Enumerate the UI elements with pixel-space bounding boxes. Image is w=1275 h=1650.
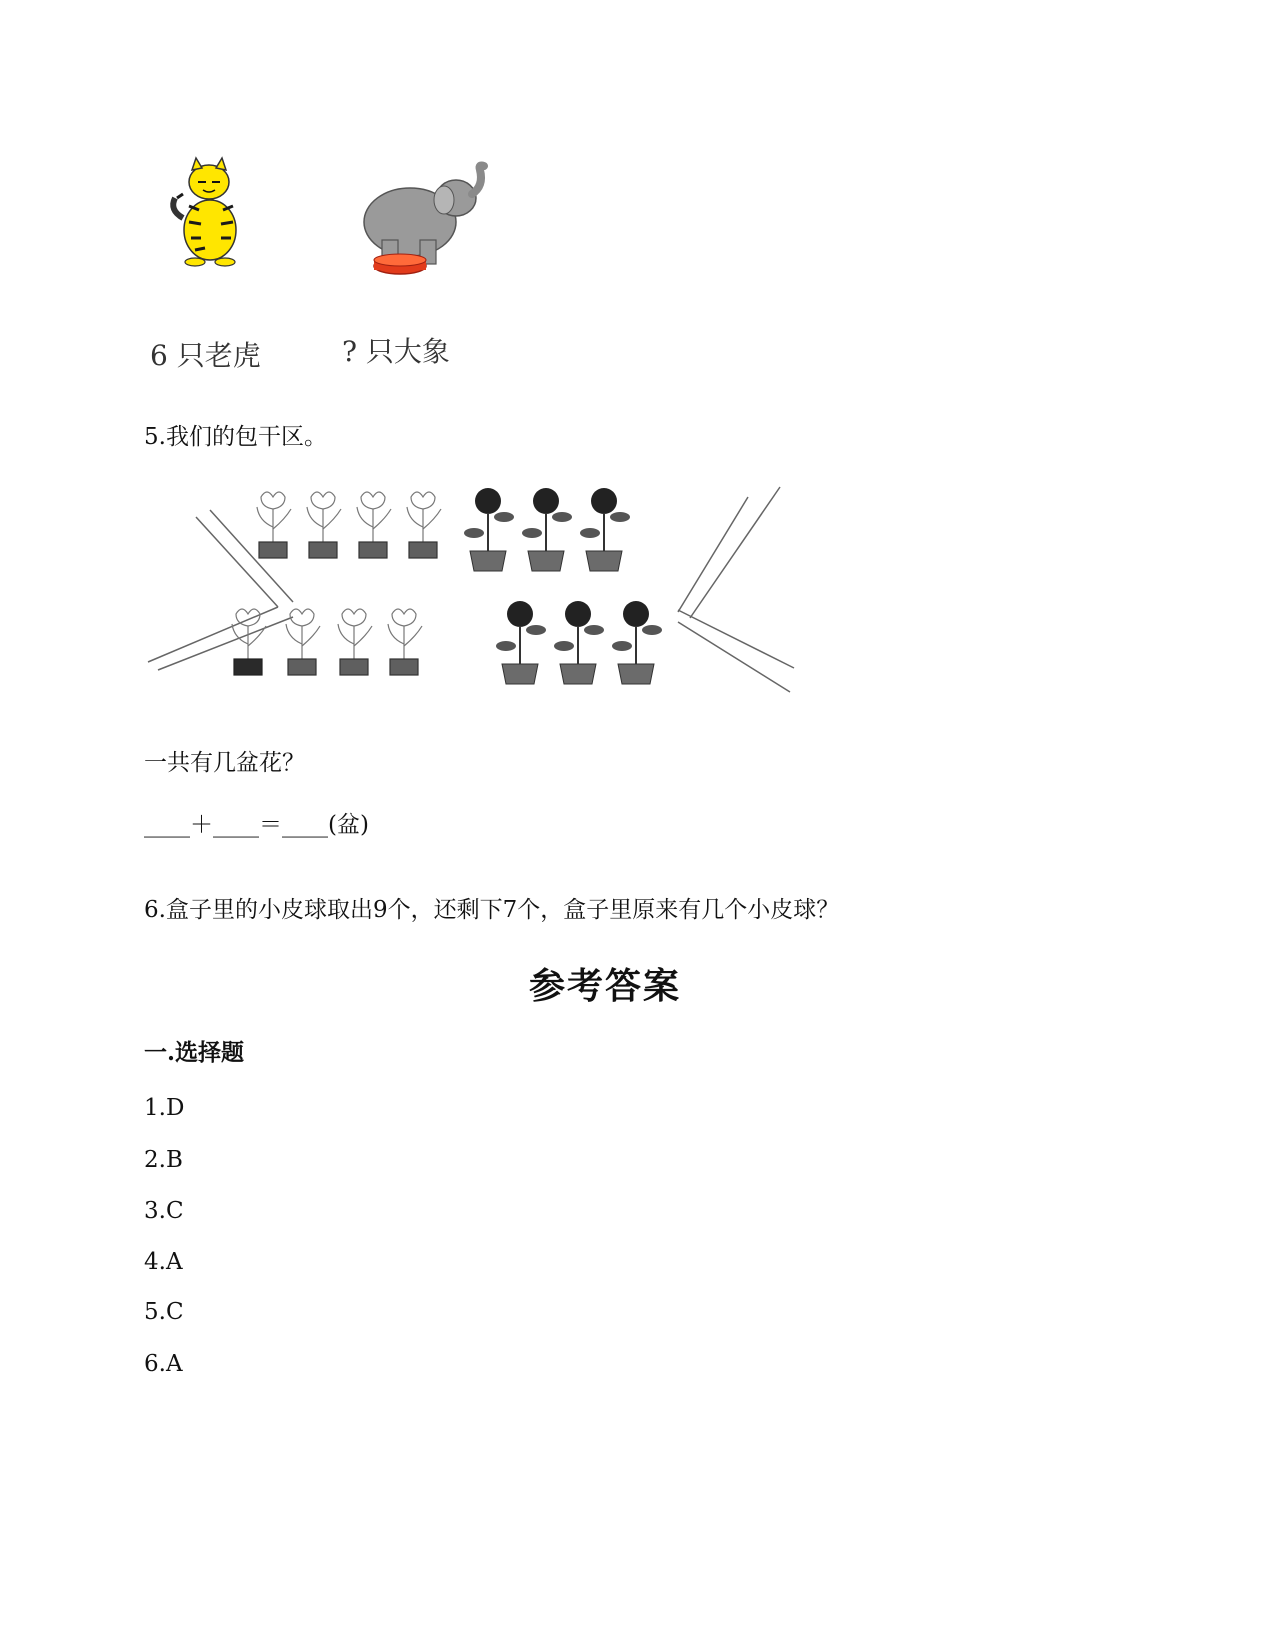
tiger-count-label: 6 只老虎 bbox=[150, 339, 261, 372]
question-5-prompt: 一共有几盆花？ bbox=[144, 750, 305, 776]
rose-pots-row-2 bbox=[496, 601, 662, 684]
rose-pots-row-1 bbox=[464, 488, 630, 571]
answers-section-heading: 一.选择题 bbox=[144, 1039, 245, 1066]
question-5-equation: ____＋____＝____(盆) bbox=[144, 812, 369, 838]
answer-item: 2.B bbox=[144, 1147, 183, 1173]
tulip-pots-row-1 bbox=[257, 492, 441, 558]
answers-title: 参考答案 bbox=[528, 965, 681, 1007]
tiger-illustration bbox=[165, 158, 255, 270]
elephant-count-label: ? 只大象 bbox=[342, 335, 450, 368]
elephant-illustration bbox=[348, 160, 498, 278]
answer-item: 1.D bbox=[144, 1095, 185, 1121]
answer-item: 5.C bbox=[144, 1299, 184, 1325]
flower-area-illustration bbox=[148, 482, 798, 697]
question-6-text: 6.盒子里的小皮球取出9个，还剩下7个，盒子里原来有几个小皮球？ bbox=[144, 897, 840, 923]
question-5-title: 5.我们的包干区。 bbox=[144, 424, 327, 450]
tulip-pots-row-2 bbox=[232, 609, 422, 675]
answer-item: 6.A bbox=[144, 1351, 183, 1377]
answer-item: 3.C bbox=[144, 1198, 184, 1224]
answer-item: 4.A bbox=[144, 1249, 183, 1275]
